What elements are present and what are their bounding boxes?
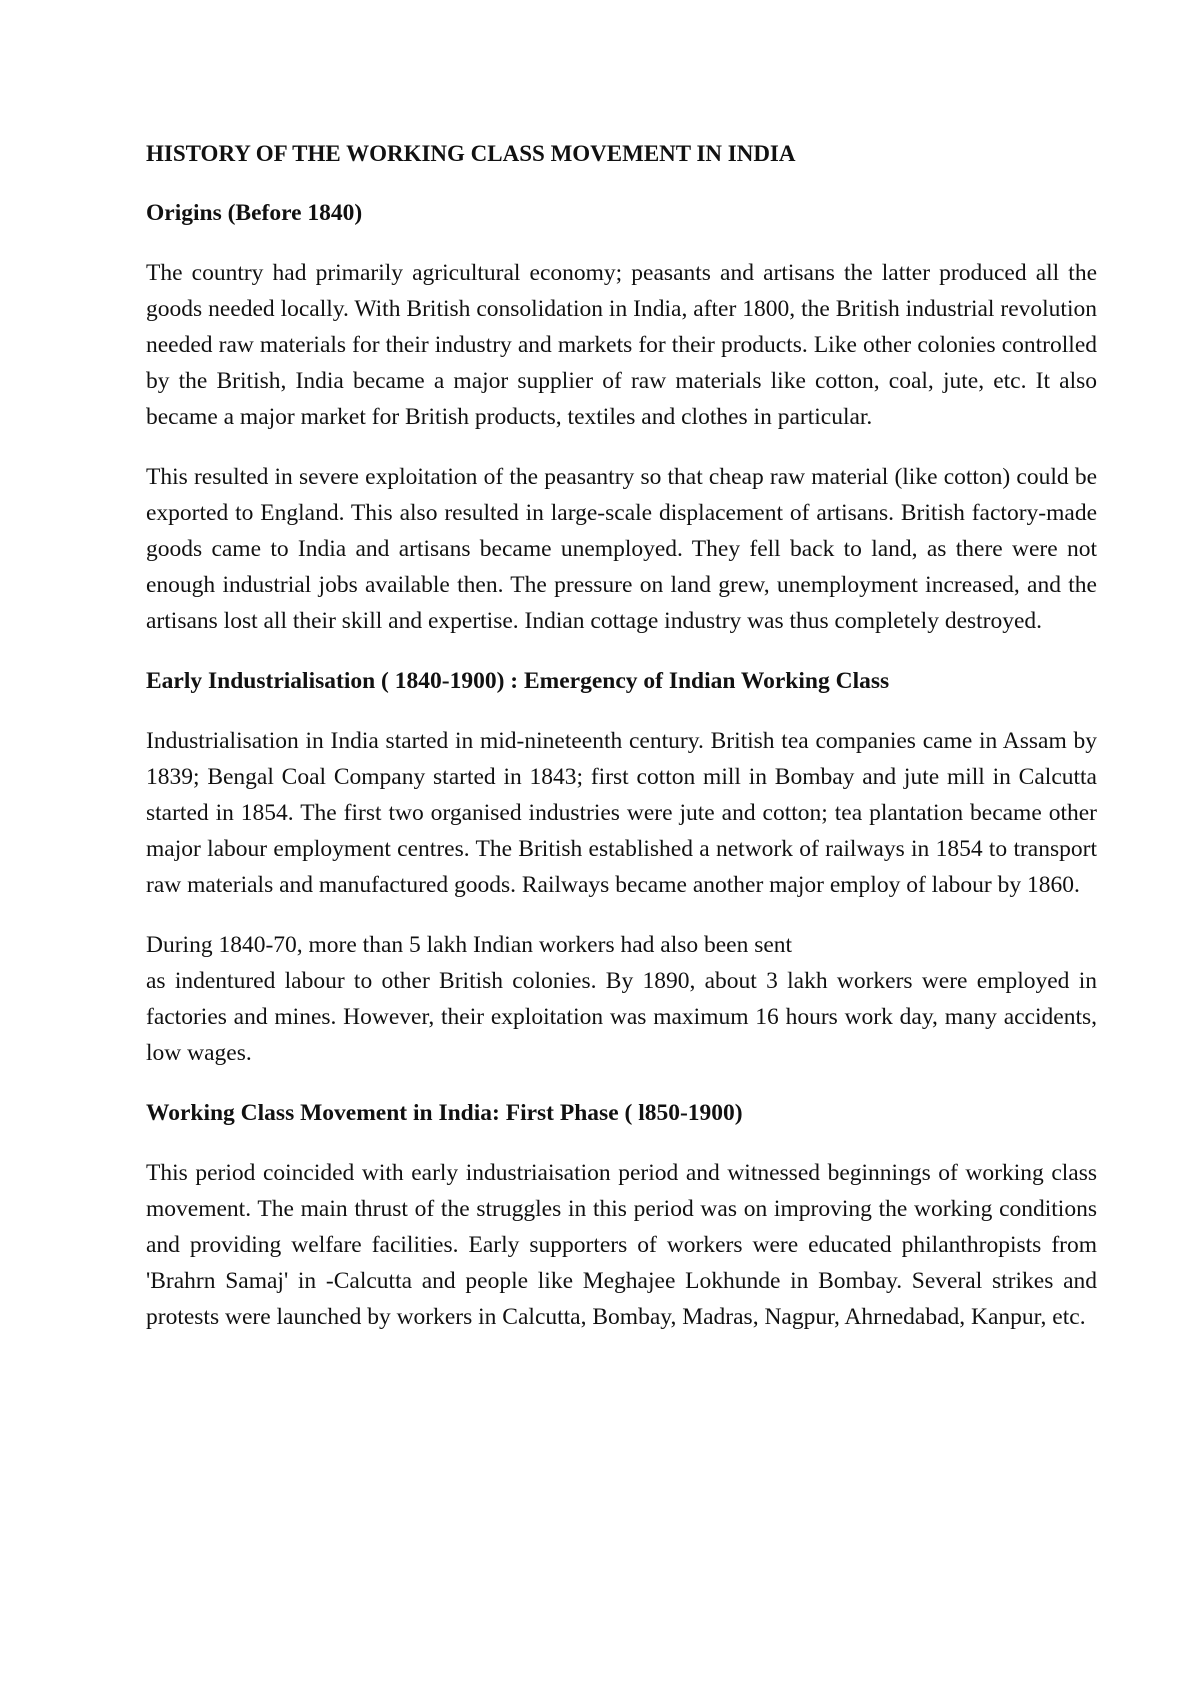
paragraph-indentured-labour: [146, 927, 1097, 1071]
paragraph-indentured-labour-rest: as indentured labour to other British colonies. By 1890, about 3 lakh workers were employed in factories and mines. However, their exploitation was maximum 16 hours work day, many accidents, low wages.: [146, 968, 1097, 1066]
section-heading-origins: Origins (Before 1840): [146, 200, 363, 226]
section-heading-first-phase: Working Class Movement in India: First Phase ( l850-1900): [146, 1100, 743, 1126]
paragraph-industrialisation-1: Industrialisation in India started in mid-nineteenth century. British tea companies came in Assam by 1839; Bengal Coal Company started in 1843; first cotton mill in Bombay and jute mill in Calcutta started in 1854. The first two organised industries were jute and cotton; tea plantation became other major labour employment centres. The British established a network of railways in 1854 to transport raw materials and manufactured goods. Railways became another major employ of labour by 1860.: [146, 728, 1097, 898]
section-heading-early-industrialisation: Early Industrialisation ( 1840-1900) : Emergency of Indian Working Class: [146, 668, 890, 694]
document-title: HISTORY OF THE WORKING CLASS MOVEMENT IN INDIA: [146, 141, 796, 166]
paragraph-origins-1: The country had primarily agricultural economy; peasants and artisans the latter produced all the goods needed locally. With British consolidation in India, after 1800, the British industrial revolution needed raw materials for their industry and markets for their products. Like other colonies controlled by the British, India became a major supplier of raw materials like cotton, coal, jute, etc. It also became a major market for British products, textiles and clothes in particular.: [146, 260, 1097, 430]
paragraph-origins-2: This resulted in severe exploitation of the peasantry so that cheap raw material (like cotton) could be exported to England. This also resulted in large-scale displacement of artisans. British factory-made goods came to India and artisans became unemployed. They fell back to land, as there were not enough industrial jobs available then. The pressure on land grew, unemployment increased, and the artisans lost all their skill and expertise. Indian cottage industry was thus completely destroyed.: [146, 464, 1097, 634]
paragraph-first-phase-1: This period coincided with early industriaisation period and witnessed beginnings of working class movement. The main thrust of the struggles in this period was on improving the working conditions and providing welfare facilities. Early supporters of workers were educated philanthropists from 'Brahrn Samaj' in -Calcutta and people like Meghajee Lokhunde in Bombay. Several strikes and protests were launched by workers in Calcutta, Bombay, Madras, Nagpur, Ahrnedabad, Kanpur, etc.: [146, 1160, 1097, 1330]
paragraph-indentured-labour-first-line: During 1840-70, more than 5 lakh Indian workers had also been sent: [146, 932, 793, 958]
document-body: [146, 136, 1097, 1335]
